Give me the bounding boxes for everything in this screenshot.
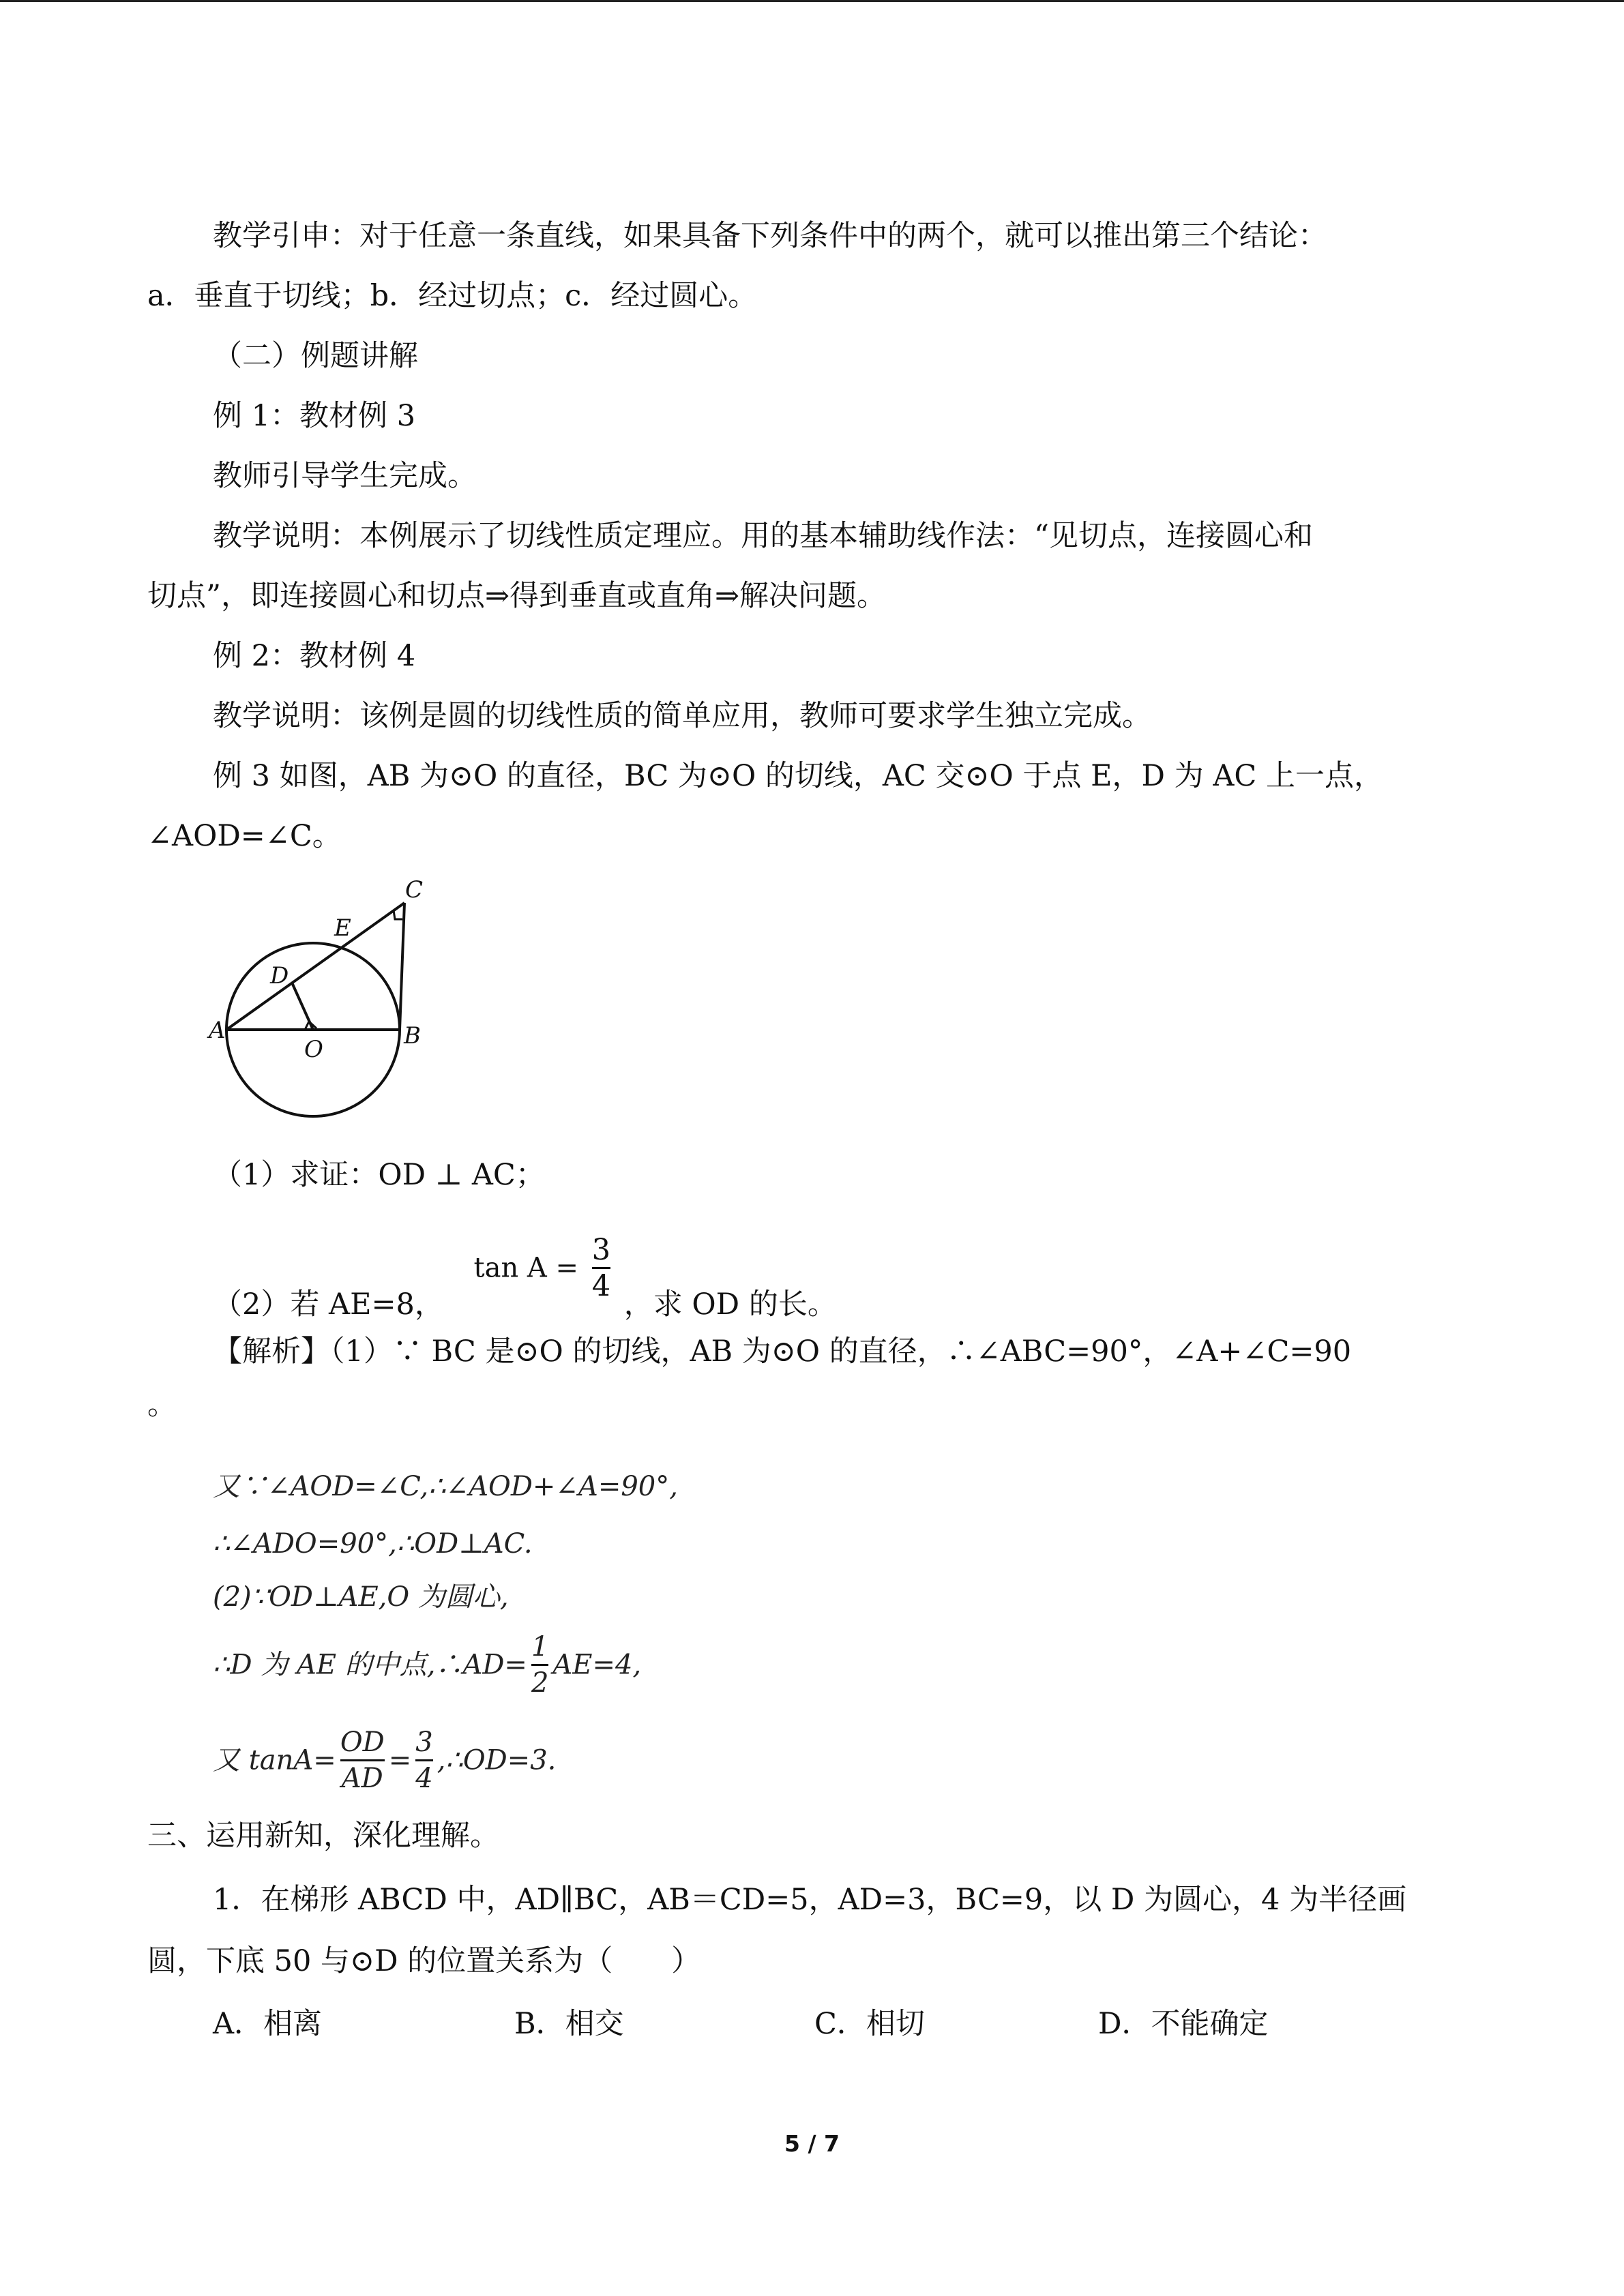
- paragraph-example-2: 例 2：教材例 4: [213, 639, 416, 673]
- od-ad-fraction: $\frac{OD}{AD}$: [340, 1727, 385, 1794]
- paragraph-conditions: a．垂直于切线；b．经过切点；c．经过圆心。: [147, 279, 758, 313]
- label-c: C: [405, 876, 424, 904]
- section-3-heading: 三、运用新知，深化理解。: [147, 1819, 499, 1853]
- paragraph-example-3: 例 3 如图，AB 为⊙O 的直径，BC 为⊙O 的切线，AC 交⊙O 于点 E，D 为 AC 上一点，: [213, 759, 1383, 793]
- label-d: D: [270, 962, 289, 989]
- paragraph-teaching-note-2: 教学说明：该例是圆的切线性质的简单应用，教师可要求学生独立完成。: [213, 699, 1151, 733]
- paragraph-example-1: 例 1：教材例 3: [213, 399, 416, 433]
- analysis-line-1-tail: 。: [147, 1388, 177, 1422]
- geometry-figure: [205, 866, 450, 1125]
- analysis-line-1: 【解析】（1）∵ BC 是⊙O 的切线，AB 为⊙O 的直径，∴∠ABC=90°，∠A+∠C=90: [213, 1335, 1352, 1369]
- label-a: A: [209, 1017, 226, 1044]
- page-number: 5 / 7: [784, 2130, 840, 2157]
- solution-line-1: 又∵∠AOD=∠C,∴∠AOD+∠A=90°,: [213, 1471, 678, 1502]
- exercise-1-line-1: 1．在梯形 ABCD 中，AD∥BC，AB＝CD=5，AD=3，BC=9，以 D 为圆心，4 为半径画: [213, 1883, 1407, 1917]
- tan-lhs: tan A =: [473, 1252, 579, 1283]
- option-c: C．相切: [814, 2007, 925, 2041]
- label-b: B: [404, 1022, 421, 1049]
- tangent-bc: [400, 903, 404, 1030]
- tan-formula: [474, 1233, 615, 1303]
- question-2-suffix: ，求 OD 的长。: [623, 1287, 837, 1322]
- question-2: [213, 1227, 837, 1322]
- label-e: E: [334, 914, 351, 942]
- label-o: O: [304, 1036, 323, 1063]
- question-1: （1）求证：OD ⊥ AC；: [213, 1158, 545, 1192]
- tan-denominator: 4: [591, 1268, 611, 1303]
- paragraph-teaching-note-1: 教学说明：本例展示了切线性质定理应。用的基本辅助线作法：“见切点，连接圆心和: [213, 519, 1313, 553]
- heading-example-explanation: （二）例题讲解: [213, 339, 418, 373]
- tan-numerator: 3: [591, 1232, 611, 1267]
- exercise-1-line-2: 圆，下底 50 与⊙D 的位置关系为（ ）: [147, 1944, 701, 1978]
- solution-line-5: 又 tanA= $\frac{OD}{AD}$ = $\frac{3}{4}$ ,∴OD=3.: [213, 1727, 557, 1794]
- solution-line-2: ∴∠ADO=90°,∴OD⊥AC.: [213, 1528, 533, 1560]
- top-border: [0, 0, 1624, 2]
- half-fraction: $\frac{1}{2}$: [531, 1631, 549, 1699]
- solution-line-3: (2)∵OD⊥AE,O 为圆心,: [213, 1581, 509, 1613]
- option-a: A．相离: [213, 2007, 323, 2041]
- paragraph-teacher-guide: 教师引导学生完成。: [213, 459, 477, 493]
- paragraph-angle-condition: ∠AOD=∠C。: [147, 819, 342, 853]
- solution-line-4: ∴D 为 AE 的中点,∴AD= $\frac{1}{2}$ AE=4,: [213, 1631, 642, 1699]
- tan-fraction: [592, 1233, 610, 1303]
- question-2-prefix: （2）若 AE=8，: [213, 1287, 444, 1322]
- three-quarter-fraction: $\frac{3}{4}$: [415, 1727, 433, 1794]
- paragraph-teaching-note-1-cont: 切点”，即连接圆心和切点⇒得到垂直或直角⇒解决问题。: [147, 579, 887, 613]
- option-d: D．不能确定: [1098, 2007, 1269, 2041]
- option-b: B．相交: [514, 2007, 624, 2041]
- right-angle-mark-c: [394, 910, 402, 919]
- paragraph-teaching-extension: 教学引申：对于任意一条直线，如果具备下列条件中的两个，就可以推出第三个结论：: [213, 219, 1327, 253]
